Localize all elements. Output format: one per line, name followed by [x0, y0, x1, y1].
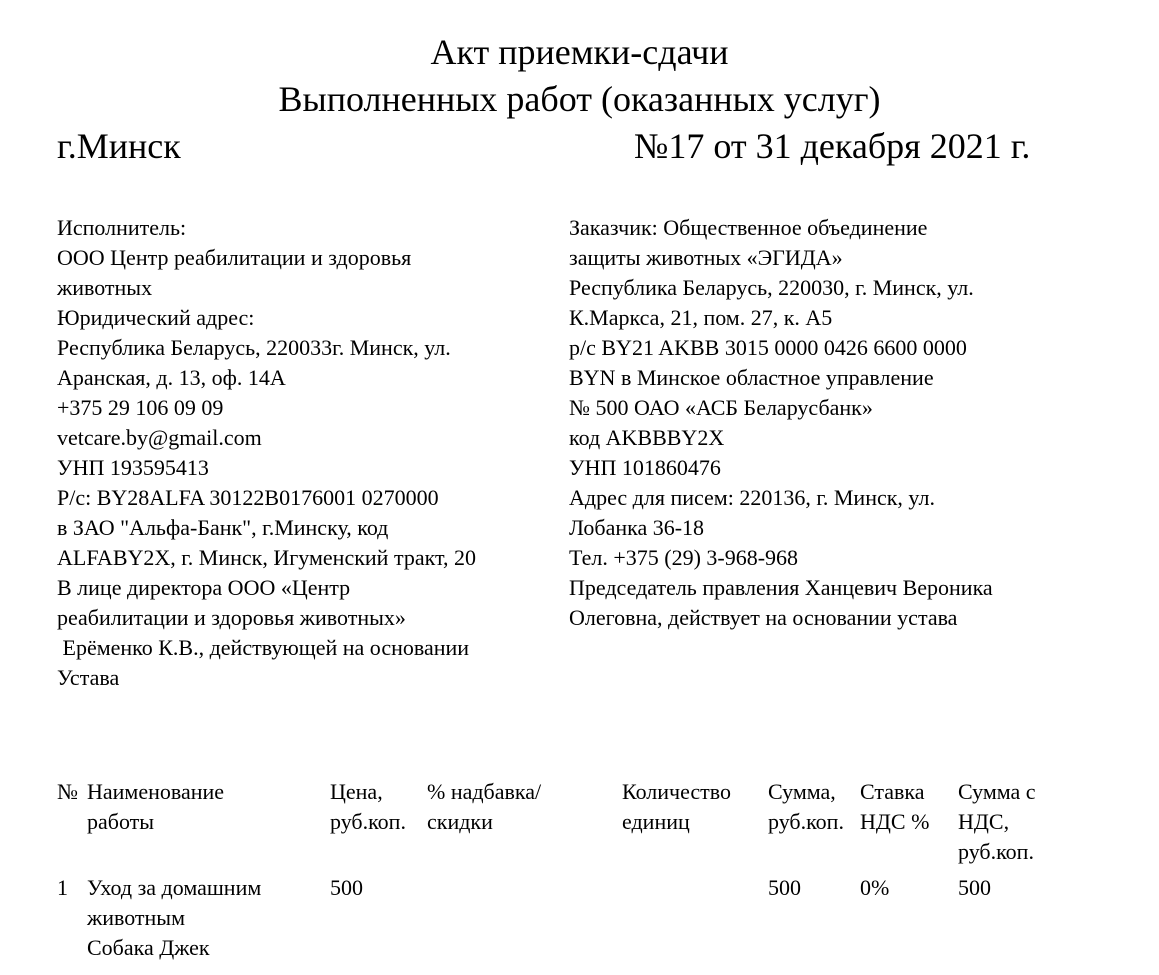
row-cell-quantity: [622, 873, 768, 963]
customer-line: УНП 101860476: [569, 455, 721, 480]
executor-line: в ЗАО "Альфа-Банк", г.Минску, код: [57, 515, 389, 540]
col-header-quantity: Количество единиц: [622, 779, 732, 834]
row-cell-surcharge-discount: [427, 873, 622, 963]
executor-line: Республика Беларусь, 220033г. Минск, ул.: [57, 335, 451, 360]
executor-line: +375 29 106 09 09: [57, 395, 224, 420]
doc-city: г.Минск: [57, 126, 181, 166]
customer-line: Олеговна, действует на основании устава: [569, 605, 958, 630]
col-header-amount-with-vat: Сумма с НДС, руб.коп.: [958, 779, 1036, 864]
customer-line: Лобанка 36-18: [569, 515, 705, 540]
row-cell-work-name: Уход за домашним животным Собака Джек: [87, 875, 262, 960]
doc-title-line-1: Акт приемки-сдачи: [430, 32, 729, 72]
col-header-surcharge-discount: % надбавка/ скидки: [427, 779, 542, 834]
executor-line: Аранская, д. 13, оф. 14А: [57, 365, 286, 390]
executor-line: Р/с: BY28ALFA 30122B0176001 0270000: [57, 485, 439, 510]
executor-line: реабилитации и здоровья животных»: [57, 605, 406, 630]
row-cell-amount: 500: [768, 875, 801, 900]
customer-line: Председатель правления Ханцевич Вероника: [569, 575, 993, 600]
col-header-price: Цена, руб.коп.: [330, 779, 406, 834]
row-cell-price: 500: [330, 875, 363, 900]
col-header-work-name: Наименование работы: [87, 779, 225, 834]
executor-line: ООО Центр реабилитации и здоровья: [57, 245, 412, 270]
executor-line: Устава: [57, 665, 120, 690]
col-header-vat-rate: Ставка НДС %: [860, 779, 930, 834]
row-cell-vat-rate: 0%: [860, 875, 890, 900]
document-header: [0, 0, 1159, 170]
executor-line: ALFABY2X, г. Минск, Игуменский тракт, 20: [57, 545, 476, 570]
parties-section: [57, 213, 1159, 693]
doc-number-date: №17 от 31 декабря 2021 г.: [634, 126, 1031, 166]
customer-line: код AKBBBY2X: [569, 425, 725, 450]
col-header-num: №: [57, 779, 78, 804]
executor-line: УНП 193595413: [57, 455, 209, 480]
executor-line: В лице директора ООО «Центр: [57, 575, 351, 600]
customer-line: К.Маркса, 21, пом. 27, к. А5: [569, 305, 833, 330]
customer-line: BYN в Минское областное управление: [569, 365, 934, 390]
customer-line: Тел. +375 (29) 3-968-968: [569, 545, 799, 570]
customer-line: Адрес для писем: 220136, г. Минск, ул.: [569, 485, 935, 510]
row-cell-num: 1: [57, 875, 68, 900]
customer-line: Заказчик: Общественное объединение: [569, 215, 928, 240]
executor-line: животных: [57, 275, 153, 300]
executor-line: Юридический адрес:: [57, 305, 255, 330]
doc-meta-row: [0, 123, 1159, 170]
row-cell-amount-with-vat: 500: [958, 875, 991, 900]
customer-line: р/с BY21 AKBB 3015 0000 0426 6600 0000: [569, 335, 967, 360]
customer-line: Республика Беларусь, 220030, г. Минск, ул.: [569, 275, 974, 300]
customer-section: [569, 213, 1144, 693]
works-table: [57, 777, 1159, 963]
customer-line: № 500 ОАО «АСБ Беларусбанк»: [569, 395, 873, 420]
executor-line: Исполнитель:: [57, 215, 187, 240]
customer-line: защиты животных «ЭГИДА»: [569, 245, 843, 270]
executor-line: Ерёменко К.В., действующей на основании: [57, 635, 470, 660]
executor-email: vetcare.by@gmail.com: [57, 425, 262, 450]
executor-section: [57, 213, 569, 693]
col-header-amount: Сумма, руб.коп.: [768, 779, 844, 834]
doc-title-line-2: Выполненных работ (оказанных услуг): [278, 79, 881, 119]
